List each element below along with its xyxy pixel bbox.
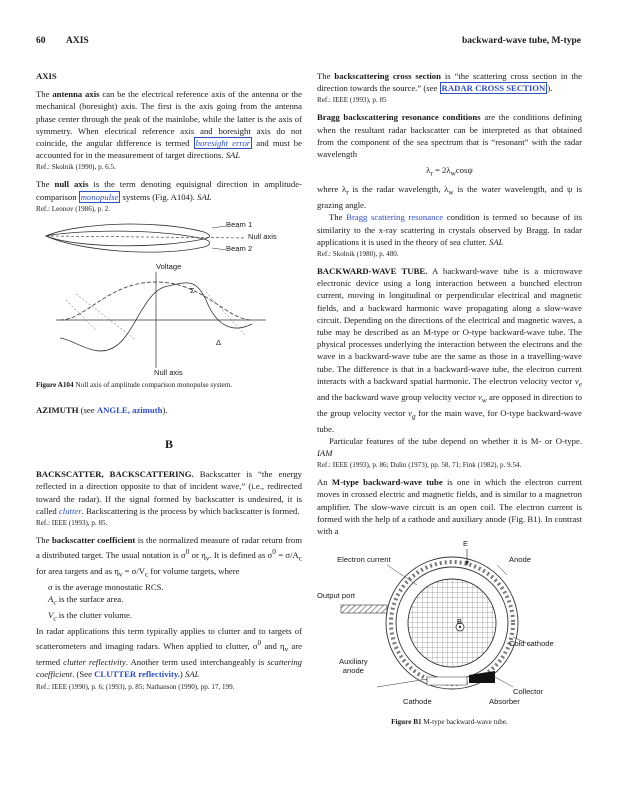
reference: Ref.: Leonov (1986), p. 2. xyxy=(36,204,111,213)
collector-absorber xyxy=(469,671,495,683)
coefficient-applications: In radar applications this term typically applies to clutter and to targets of scatterometers and imaging radars. When applied to clutter, $\sigma^0$ and $\eta_v$ are termed clutter reflectivity. Another term used interchangeably is scattering coefficient. (See CLUTTER reflectivity.) SAL xyxy=(36,626,303,680)
clutter-reflectivity-link[interactable]: CLUTTER reflectivity. xyxy=(94,669,180,680)
figure-a104-caption: Figure A104 Null axis of amplitude comparison monopulse system. xyxy=(36,380,233,389)
cold-cathode-label: Cold cathode xyxy=(509,639,554,649)
definition-area: $A_c$ is the surface area. xyxy=(48,594,124,607)
delta-label: Δ xyxy=(216,337,222,347)
cathode-block xyxy=(427,677,467,685)
cross-section-entry: The backscattering cross section is “the scattering cross section in the direction towards the source.” (see RADAR CROSS SECTION ). xyxy=(317,71,583,94)
beam-2-label: Beam 2 xyxy=(226,243,253,253)
absorber-label: Absorber xyxy=(489,697,520,707)
cathode-label: Cathode xyxy=(403,697,432,707)
m-type-entry: An M-type backward-wave tube is one in which the electron current moves in crossed electric and magnetic fields, and is similar to a magnetron amplifier. The slow-wave circuit is an open coil. The electron current is formed with the help of a cathode and auxiliary anode (Fig. B1). In contrast with a xyxy=(317,477,583,536)
bragg-term: Bragg backscattering resonance conditions xyxy=(317,112,481,123)
bragg-entry: Bragg backscattering resonance conditions are the conditions defining when the resultant radar backscatter can be interpreted as that obtained from the component of the sea spectrum that is “resonant” with the radar wavelength xyxy=(317,112,582,160)
voltage-label: Voltage xyxy=(156,261,182,271)
angle-azimuth-link[interactable]: ANGLE, azimuth xyxy=(96,404,163,415)
author-initials: SAL xyxy=(184,669,200,680)
author-initials: SAL xyxy=(489,236,504,247)
antenna-axis-term: antenna axis xyxy=(52,89,100,100)
page-number: 60 xyxy=(36,36,46,46)
sigma-label: Σ xyxy=(190,285,195,295)
bragg-formula: $\lambda_r = 2\lambda_w\cos\psi$ xyxy=(426,165,473,178)
figure-a104-drawing xyxy=(36,220,302,378)
clutter-link[interactable]: clutter xyxy=(58,505,82,516)
figure-b1 xyxy=(317,539,582,715)
author-initials: SAL xyxy=(197,191,212,202)
e-field-label: E xyxy=(463,539,469,549)
anode-label: Anode xyxy=(509,555,531,565)
antenna-axis-entry: The antenna axis can be the electrical reference axis of the antenna or the mechanical (boresight) axis. The first is the axis going from the antenna phase center through the peak of the mainlobe, while the latter is the axis of symmetry. When electrical reference axis and boresight axis do not coincide, the angular difference is termed boresight error and must be accounted for in the measurement of target directions. SAL xyxy=(36,89,302,161)
backscatter-term: BACKSCATTER, BACKSCATTERING. xyxy=(36,469,194,480)
beam-1-label: Beam 1 xyxy=(226,219,253,229)
null-axis-label: Null axis xyxy=(248,231,277,241)
backscattering-cross-section-term: backscattering cross section xyxy=(334,71,441,81)
author-initials: IAM xyxy=(317,447,333,458)
b-field-label: B xyxy=(457,617,463,627)
output-port xyxy=(341,605,387,613)
backscatter-entry: BACKSCATTER, BACKSCATTERING. Backscatter is “the energy reflected in a direction opposite to that of incident wave,” (i.e., redirected toward the radar). If the signal formed by backscatter is undesired, it is called clutter. Backscattering is the process by which backscatter is formed. xyxy=(36,469,302,516)
reference: Ref.: IEEE (1993), p. 85 xyxy=(317,96,387,105)
azimuth-entry: AZIMUTH (see ANGLE, azimuth). xyxy=(36,404,168,415)
definition-sigma: σ is the average monostatic RCS. xyxy=(48,582,164,593)
boresight-error-link[interactable]: boresight error xyxy=(195,138,251,149)
reference: Ref.: Skolnik (1990), p. 6.5. xyxy=(36,163,116,172)
figure-a104 xyxy=(36,220,302,378)
backscatter-coefficient-entry: The backscatter coefficient is the normalized measure of radar return from a distributed target. The usual notation is $\sigma^0$ or $\eta_v$. It is defined as $\sigma^0 = \sigma/A_c$ for area targets and as $\eta_v = \sigma/V_c$ for volume targets, where xyxy=(36,535,303,579)
backscatter-coefficient-term: backscatter coefficient xyxy=(51,535,136,546)
radar-cross-section-link[interactable]: RADAR CROSS SECTION xyxy=(441,83,546,94)
null-axis-term: null axis xyxy=(54,179,89,190)
axis-heading: AXIS xyxy=(36,71,57,81)
beam-2-lobe xyxy=(46,231,210,252)
definition-volume: $V_c$ is the clutter volume. xyxy=(48,610,133,623)
null-axis-bottom-label: Null axis xyxy=(154,367,183,377)
section-letter: B xyxy=(164,437,173,452)
cold-cathode xyxy=(408,579,496,667)
azimuth-term: AZIMUTH xyxy=(36,404,79,415)
null-axis-entry: The null axis is the term denoting equisignal direction in amplitude-comparison monopulse systems (Fig. A104). SAL xyxy=(36,179,302,202)
bragg-where: where $\lambda_r$ is the radar wavelength, $\lambda_w$ is the water wavelength, and ψ is grazing angle. xyxy=(317,184,582,211)
running-title: backward-wave tube, M-type xyxy=(461,36,581,46)
figure-b1-caption: Figure B1 M-type backward-wave tube. xyxy=(391,718,508,727)
reference: Ref.: IEEE (1993), p. 86; Dulin (1973), pp. 58, 71; Fink (1982), p. 9.54. xyxy=(317,461,522,470)
backward-wave-tube-term: BACKWARD-WAVE TUBE. xyxy=(317,265,428,276)
beam-1-lobe xyxy=(46,224,210,246)
monopulse-link[interactable]: monopulse xyxy=(80,191,119,202)
bragg-scattering-resonance-link[interactable]: Bragg scattering resonance xyxy=(346,212,444,223)
left-column xyxy=(36,70,302,696)
reference: Ref.: IEEE (1993), p. 85. xyxy=(36,519,108,528)
reference: Ref.: Skolnik (1980), p. 480. xyxy=(317,249,399,258)
author-initials: SAL xyxy=(225,150,241,161)
electron-current-label: Electron current xyxy=(337,555,391,565)
right-column xyxy=(317,70,582,727)
reference: Ref.: IEEE (1990), p. 6; (1993), p. 85; Nathanson (1990), pp. 17, 199. xyxy=(36,682,235,691)
header-section: AXIS xyxy=(66,36,89,46)
auxiliary-anode-label: Auxiliary anode xyxy=(339,657,368,676)
backward-wave-tube-features: Particular features of the tube depend on whether it is M- or O-type. IAM xyxy=(317,435,582,458)
collector-label: Collector xyxy=(513,687,543,697)
null-axis-line xyxy=(46,236,246,238)
bragg-resonance-paragraph: The Bragg scattering resonance condition is termed so because of its similarity to the x-ray scattering in crystals observed by Bragg. In radar applications it is used in the theory of sea clutter. SAL xyxy=(317,212,582,247)
output-port-label: Output port xyxy=(317,591,355,601)
m-type-term: M-type backward-wave tube xyxy=(331,477,443,488)
backward-wave-tube-entry: BACKWARD-WAVE TUBE. A backward-wave tube is a microwave electronic device using a long interaction between a bunched electron current, moving in longitudinal or perpendicular electrical and magnetic fields, and a backward harmonic wave propagating along a slow-wave circuit. Depending on the directions of the electrical and magnetic waves, a tube may be described as an M-type or O-type backward-wave tube. The physical processes underlying the interaction between the electrons and the wave in a backward-wave tube are the same as those in a travelling-wave tube. The difference is that in a backward-wave tube, the electron current interacts with a backward spatial harmonic. The electron velocity vector $v_e$ and the backward wave group velocity vector $v_w$ are opposed in direction to the group velocity vector $v_g$ for the main wave, for O-type backward-wave tube. xyxy=(317,265,583,434)
